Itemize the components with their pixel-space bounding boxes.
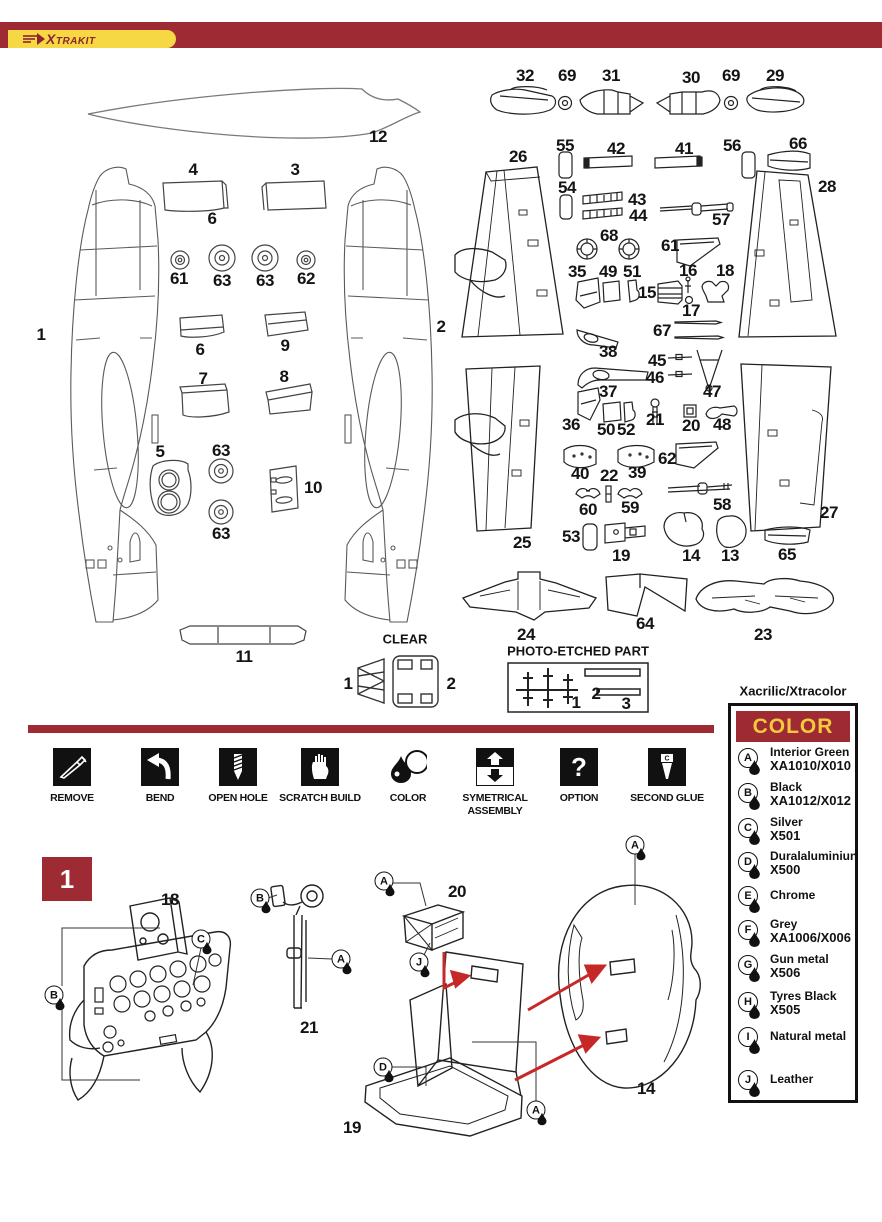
color-row-I (734, 1027, 856, 1061)
step-part-number-label-21: 21 (300, 1018, 318, 1037)
part-number-label-58: 58 (713, 495, 731, 514)
color-code: X506 (770, 965, 801, 981)
legend-item-symetrical-assembly (452, 748, 538, 818)
color-row-G (734, 952, 856, 989)
part-number-label-60: 60 (579, 500, 597, 519)
part-number-label-39: 39 (628, 463, 646, 482)
color-letter-badge: E (738, 886, 758, 906)
part-number-label-12: 12 (369, 127, 387, 146)
paint-drop-icon (749, 830, 760, 850)
paint-callout-A: A (527, 1101, 546, 1120)
color-letter-badge: A (738, 748, 758, 768)
paint-callout-B: B (45, 986, 64, 1005)
part-number-label-21: 21 (646, 410, 664, 429)
color-name: Black (770, 780, 803, 794)
part-number-label-50: 50 (597, 420, 615, 439)
part-number-label-3: 3 (621, 694, 631, 713)
part-number-label-30: 30 (682, 68, 700, 87)
paint-callout-A: A (375, 872, 394, 891)
part-number-label-63: 63 (212, 441, 230, 460)
part-number-label-26: 26 (509, 147, 527, 166)
scratch-build-icon (301, 748, 339, 786)
color-name: Duralaluminiun (770, 849, 858, 863)
color-code: X501 (770, 828, 801, 844)
legend-divider-rule (28, 725, 714, 733)
part-number-label-42: 42 (607, 139, 625, 158)
part-number-label-63: 63 (213, 271, 231, 290)
part-number-label-44: 44 (629, 206, 647, 225)
legend-item-second-glue (624, 748, 710, 805)
part-number-label-55: 55 (556, 136, 574, 155)
part-number-label-20: 20 (682, 416, 700, 435)
part-number-label-2: 2 (436, 317, 446, 336)
legend-item-label: BEND (145, 792, 175, 804)
part-number-label-2: 2 (591, 684, 601, 703)
part-number-label-28: 28 (818, 177, 836, 196)
part-number-label-54: 54 (558, 178, 576, 197)
part-number-label-69: 69 (722, 66, 740, 85)
part-number-label-29: 29 (766, 66, 784, 85)
legend-item-label: COLOR (389, 792, 427, 804)
step-part-number-label-18: 18 (161, 890, 179, 909)
paint-drop-icon (749, 1082, 760, 1102)
legend-item-label: REMOVE (50, 792, 94, 804)
part-number-label-59: 59 (621, 498, 639, 517)
color-icon (389, 748, 427, 786)
svg-text:?: ? (571, 752, 587, 782)
part-number-label-5: 5 (155, 442, 165, 461)
part-number-label-62: 62 (297, 269, 315, 288)
part-number-label-6: 6 (207, 209, 217, 228)
part-number-label-13: 13 (721, 546, 739, 565)
legend-item-option (536, 748, 622, 805)
part-number-label-25: 25 (513, 533, 531, 552)
color-row-A (734, 745, 856, 782)
part-number-label-69: 69 (558, 66, 576, 85)
part-number-label-9: 9 (280, 336, 290, 355)
part-number-label-49: 49 (599, 262, 617, 281)
paint-drop-icon (749, 898, 760, 918)
second-glue-icon (648, 748, 686, 786)
paint-callout-B: B (251, 889, 270, 908)
legend-item-open-hole (195, 748, 281, 805)
part-number-label-38: 38 (599, 342, 617, 361)
svg-text:C: C (664, 755, 670, 763)
part-number-label-61: 61 (661, 236, 679, 255)
color-letter-badge: B (738, 783, 758, 803)
part-number-label-47: 47 (703, 382, 721, 401)
legend-item-label: SYMETRICAL ASSEMBLY (462, 792, 528, 818)
step-part-number-label-20: 20 (448, 882, 466, 901)
step-number: 1 (59, 863, 75, 894)
part-number-label-41: 41 (675, 139, 693, 158)
part-number-label-67: 67 (653, 321, 671, 340)
part-number-label-24: 24 (517, 625, 535, 644)
part-number-label-4: 4 (188, 160, 198, 179)
clear-section-label: CLEAR (382, 631, 428, 647)
paint-callout-A: A (626, 836, 645, 855)
part-number-label-17: 17 (682, 301, 700, 320)
color-row-J (734, 1070, 856, 1104)
part-number-label-36: 36 (562, 415, 580, 434)
symetrical-assembly-icon (476, 748, 514, 786)
part-number-label-35: 35 (568, 262, 586, 281)
paint-callout-C: C (192, 930, 211, 949)
color-letter-badge: F (738, 920, 758, 940)
paint-brand-title: Xacrilic/Xtracolor (739, 683, 847, 699)
part-number-label-27: 27 (820, 503, 838, 522)
brand-name: XTRAKIT (46, 30, 96, 47)
paint-drop-icon (749, 967, 760, 987)
color-row-F (734, 917, 856, 954)
part-number-label-16: 16 (679, 261, 697, 280)
color-letter-badge: G (738, 955, 758, 975)
color-name: Silver (770, 815, 803, 829)
part-number-label-56: 56 (723, 136, 741, 155)
color-code: XA1012/X012 (770, 793, 851, 809)
paint-drop-icon (749, 864, 760, 884)
part-number-label-57: 57 (712, 210, 730, 229)
legend-item-label: OPTION (559, 792, 599, 804)
part-number-label-63: 63 (212, 524, 230, 543)
legend-item-scratch-build (277, 748, 363, 805)
part-number-label-40: 40 (571, 464, 589, 483)
part-number-label-66: 66 (789, 134, 807, 153)
color-row-D (734, 849, 858, 886)
bend-icon (141, 748, 179, 786)
color-letter-badge: C (738, 818, 758, 838)
part-number-label-15: 15 (638, 283, 656, 302)
part-number-label-37: 37 (599, 382, 617, 401)
part-number-label-48: 48 (713, 415, 731, 434)
part-number-label-65: 65 (778, 545, 796, 564)
open-hole-icon (219, 748, 257, 786)
part-number-label-19: 19 (612, 546, 630, 565)
remove-icon (53, 748, 91, 786)
paint-callout-D: D (374, 1058, 393, 1077)
color-letter-badge: J (738, 1070, 758, 1090)
photo-etched-section-label: PHOTO-ETCHED PART (507, 643, 649, 659)
part-number-label-64: 64 (636, 614, 654, 633)
legend-item-label: OPEN HOLE (208, 792, 268, 804)
color-row-B (734, 780, 856, 817)
paint-callout-J: J (410, 953, 429, 972)
color-name: Leather (770, 1072, 814, 1086)
part-number-label-52: 52 (617, 420, 635, 439)
part-number-label-1: 1 (36, 325, 46, 344)
part-number-label-46: 46 (646, 368, 664, 387)
part-number-label-51: 51 (623, 262, 641, 281)
legend-item-label: SECOND GLUE (630, 792, 704, 804)
paint-callout-A: A (332, 950, 351, 969)
step-number-box (42, 857, 92, 901)
part-number-label-6: 6 (195, 340, 205, 359)
color-name: Tyres Black (770, 989, 837, 1003)
color-letter-badge: H (738, 992, 758, 1012)
paint-drop-icon (749, 760, 760, 780)
step-part-number-label-19: 19 (343, 1118, 361, 1137)
part-number-label-18: 18 (716, 261, 734, 280)
color-chart-header: COLOR (736, 711, 850, 742)
color-name: Natural metal (770, 1029, 847, 1043)
part-number-label-31: 31 (602, 66, 620, 85)
part-number-label-11: 11 (235, 647, 253, 666)
color-code: X505 (770, 1002, 801, 1018)
color-code: XA1010/X010 (770, 758, 851, 774)
part-number-label-3: 3 (290, 160, 300, 179)
paint-drop-icon (749, 1039, 760, 1059)
part-number-label-43: 43 (628, 190, 646, 209)
legend-item-color (365, 748, 451, 805)
part-number-label-1: 1 (343, 674, 353, 693)
part-number-label-8: 8 (279, 367, 289, 386)
part-number-label-32: 32 (516, 66, 534, 85)
legend-item-remove (29, 748, 115, 805)
part-number-label-7: 7 (198, 369, 208, 388)
paint-drop-icon (749, 932, 760, 952)
color-letter-badge: I (738, 1027, 758, 1047)
part-number-label-53: 53 (562, 527, 580, 546)
color-row-E (734, 886, 856, 920)
part-number-label-61: 61 (170, 269, 188, 288)
part-number-label-1: 1 (571, 693, 581, 712)
part-number-label-14: 14 (682, 546, 700, 565)
color-code: XA1006/X006 (770, 930, 851, 946)
part-number-label-62: 62 (658, 449, 676, 468)
color-name: Grey (770, 917, 798, 931)
part-number-label-45: 45 (648, 351, 666, 370)
part-number-label-63: 63 (256, 271, 274, 290)
step-part-number-label-14: 14 (637, 1079, 655, 1098)
paint-drop-icon (749, 795, 760, 815)
part-number-label-10: 10 (304, 478, 322, 497)
part-number-label-22: 22 (600, 466, 618, 485)
color-row-C (734, 815, 856, 852)
legend-item-label: SCRATCH BUILD (279, 792, 361, 804)
color-name: Gun metal (770, 952, 829, 966)
legend-item-bend (117, 748, 203, 805)
color-letter-badge: D (738, 852, 758, 872)
part-number-label-2: 2 (446, 674, 456, 693)
color-name: Interior Green (770, 745, 850, 759)
color-name: Chrome (770, 888, 816, 902)
part-number-label-23: 23 (754, 625, 772, 644)
part-number-label-68: 68 (600, 226, 618, 245)
option-icon (560, 748, 598, 786)
color-row-H (734, 989, 856, 1026)
color-code: X500 (770, 862, 801, 878)
paint-drop-icon (749, 1004, 760, 1024)
